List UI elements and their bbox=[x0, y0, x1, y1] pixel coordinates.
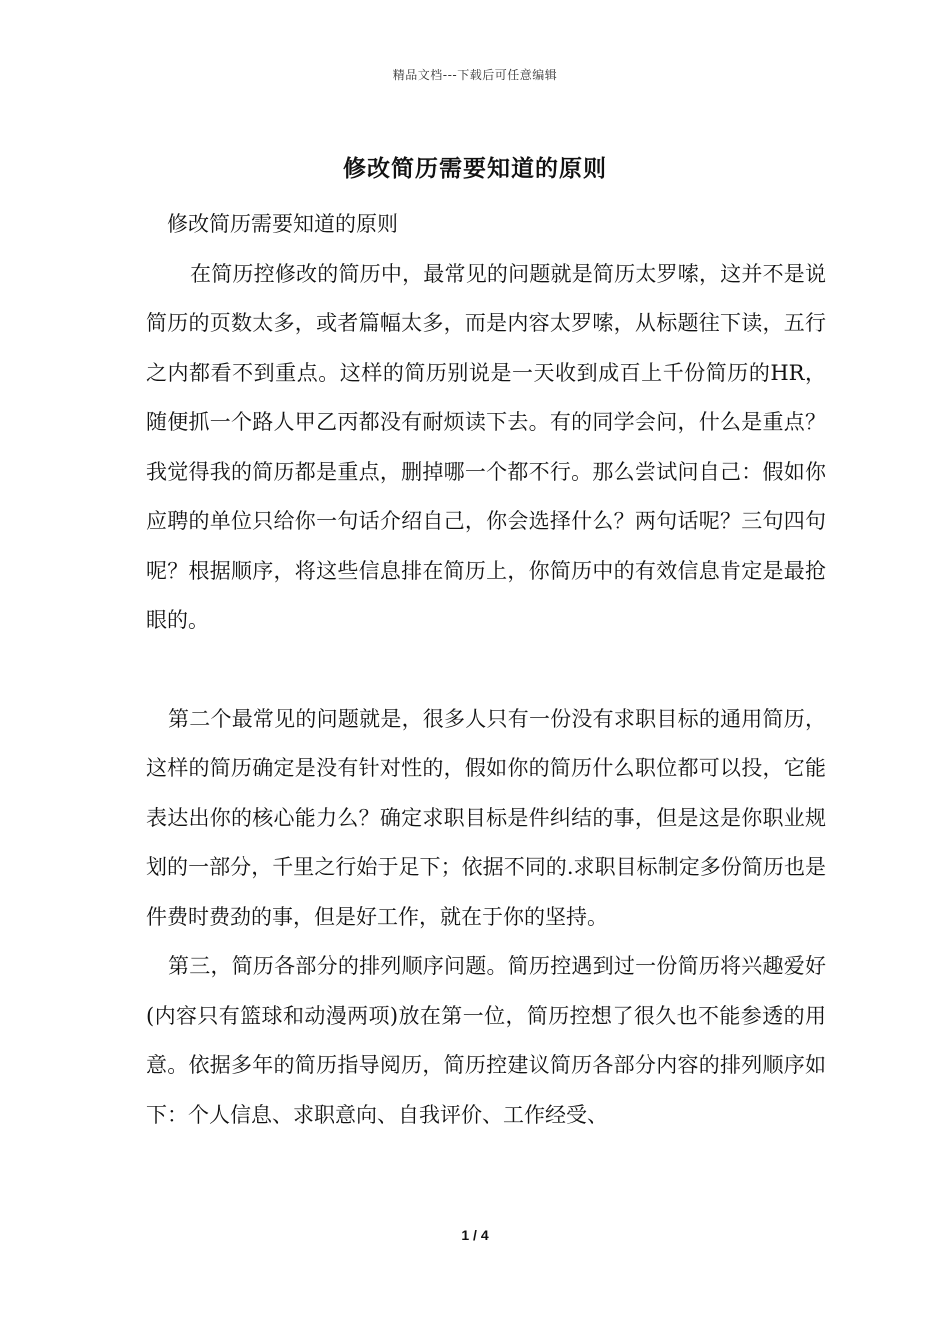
paragraph-1: 在简历控修改的简历中，最常见的问题就是简历太罗嗦，这并不是说简历的页数太多，或者篇幅太多，而是内容太罗嗦，从标题往下读，五行之内都看不到重点。这样的简历别说是一天收到成百上千份简历的HR，随便抓一个路人甲乙丙都没有耐烦读下去。有的同学会问，什么是重点？我觉得我的简历都是重点，删掉哪一个都不行。那么尝试问自己：假如你应聘的单位只给你一句话介绍自己，你会选择什么？两句话呢？三句四句呢？根据顺序，将这些信息排在简历上，你简历中的有效信息肯定是最抢眼的。 bbox=[146, 261, 826, 632]
paragraph-2: 第二个最常见的问题就是，很多人只有一份没有求职目标的通用简历，这样的简历确定是没有针对性的，假如你的简历什么职位都可以投，它能表达出你的核心能力么？确定求职目标是件纠结的事，但是这是你职业规划的一部分，千里之行始于足下；依据不同的.求职目标制定多份简历也是件费时费劲的事，但是好工作，就在于你的坚持。 bbox=[146, 706, 826, 929]
document-title: 修改简历需要知道的原则 bbox=[343, 155, 607, 182]
document-subtitle: 修改简历需要知道的原则 bbox=[167, 212, 398, 236]
paragraph-spacer bbox=[146, 646, 826, 695]
header-note: 精品文档---下载后可任意编辑 bbox=[392, 68, 558, 82]
paragraph-3: 第三，简历各部分的排列顺序问题。简历控遇到过一份简历将兴趣爱好(内容只有篮球和动漫两项)放在第一位，简历控想了很久也不能参透的用意。依据多年的简历指导阅历，简历控建议简历各部分内容的排列顺序如下：个人信息、求职意向、自我评价、工作经受、 bbox=[146, 954, 826, 1127]
document-body bbox=[146, 200, 826, 1140]
page-number: 1 / 4 bbox=[461, 1227, 489, 1243]
